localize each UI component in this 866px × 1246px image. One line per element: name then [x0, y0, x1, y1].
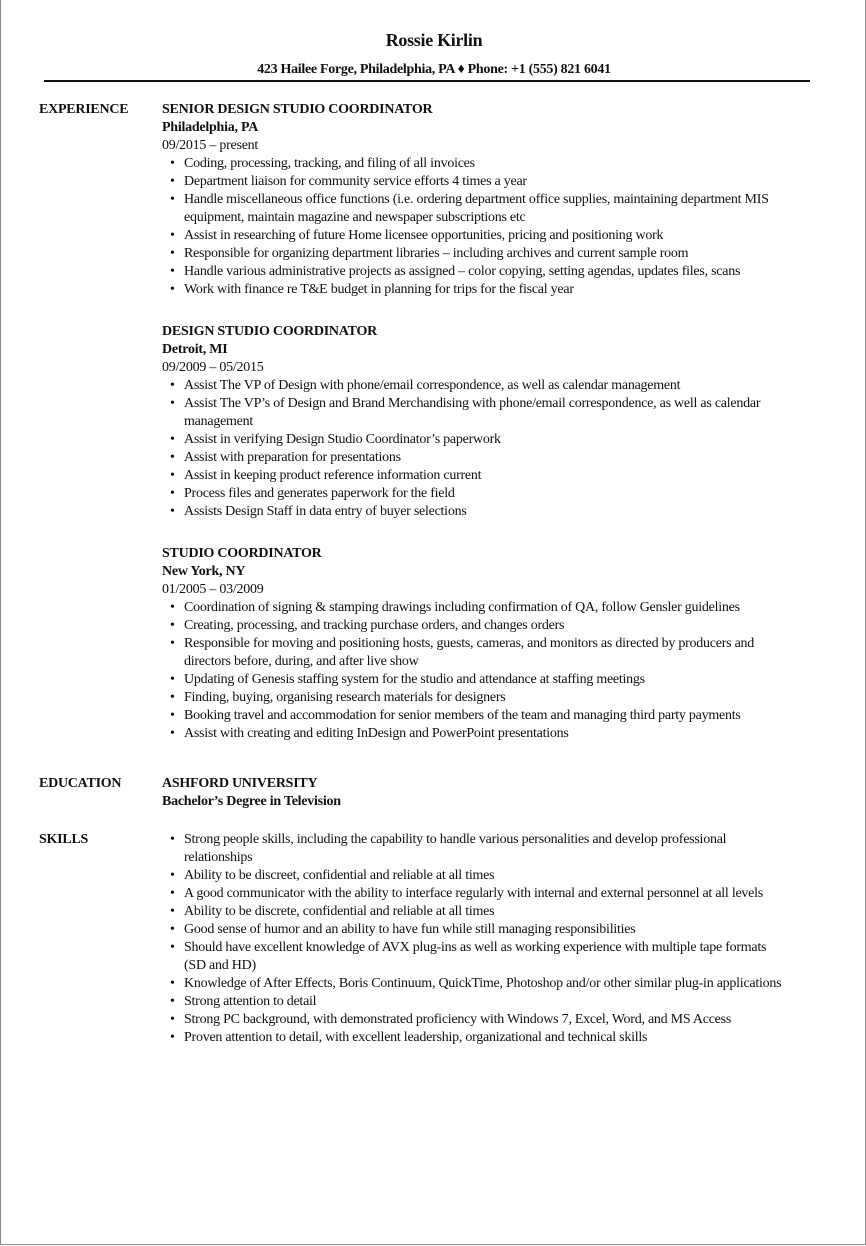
bullet-item: • Assist The VP’s of Design and Brand Merchandising with phone/email correspondence, as well as calendar management	[162, 395, 787, 431]
skill-item: • Ability to be discrete, confidential and reliable at all times	[162, 903, 787, 921]
job-location: New York, NY	[162, 564, 246, 579]
bullet-item: • Assist with preparation for presentations	[162, 449, 787, 467]
bullet-item: • Assist in keeping product reference information current	[162, 467, 787, 485]
job-bullets	[162, 377, 787, 521]
job-location: Philadelphia, PA	[162, 120, 259, 135]
header-divider	[44, 80, 810, 82]
skill-item: • Strong attention to detail	[162, 993, 787, 1011]
job-entry	[162, 545, 866, 743]
skill-item: • Good sense of humor and an ability to have fun while still managing responsibilities	[162, 921, 787, 939]
skill-item: • Strong people skills, including the capability to handle various personalities and develop professional relationships	[162, 831, 787, 867]
candidate-name: Rossie Kirlin	[385, 30, 483, 50]
job-title: DESIGN STUDIO COORDINATOR	[162, 324, 377, 339]
section-label: EXPERIENCE	[39, 102, 129, 117]
skill-item: • Knowledge of After Effects, Boris Continuum, QuickTime, Photoshop and/or other similar plug-in applications	[162, 975, 787, 993]
skills-list	[162, 831, 787, 1047]
job-location: Detroit, MI	[162, 342, 228, 357]
bullet-item: • Responsible for organizing department libraries – including archives and current sample room	[162, 245, 787, 263]
section-label: SKILLS	[39, 832, 89, 847]
bullet-item: • Handle miscellaneous office functions (i.e. ordering department office supplies, maintaining department MIS equipment, maintain magazine and newspaper subscriptions etc	[162, 191, 787, 227]
job-bullets	[162, 599, 787, 743]
bullet-item: • Responsible for moving and positioning hosts, guests, cameras, and monitors as directed by producers and directors before, during, and after live show	[162, 635, 787, 671]
bullet-item: • Coordination of signing & stamping drawings including confirmation of QA, follow Gensler guidelines	[162, 599, 787, 617]
bullet-item: • Assist in verifying Design Studio Coordinator’s paperwork	[162, 431, 787, 449]
bullet-item: • Assists Design Staff in data entry of buyer selections	[162, 503, 787, 521]
job-title: STUDIO COORDINATOR	[162, 546, 322, 561]
job-entry	[162, 101, 866, 299]
job-entry	[162, 323, 866, 521]
skill-item: • Ability to be discreet, confidential and reliable at all times	[162, 867, 787, 885]
skills-section	[1, 831, 866, 1047]
skill-item: • A good communicator with the ability to interface regularly with internal and external personnel at all levels	[162, 885, 787, 903]
job-dates: 09/2009 – 05/2015	[162, 360, 264, 375]
bullet-item: • Updating of Genesis staffing system for the studio and attendance at staffing meetings	[162, 671, 787, 689]
bullet-item: • Handle various administrative projects as assigned – color copying, setting agendas, updates files, scans	[162, 263, 787, 281]
bullet-item: • Creating, processing, and tracking purchase orders, and changes orders	[162, 617, 787, 635]
job-bullets	[162, 155, 787, 299]
school-name: ASHFORD UNIVERSITY	[162, 776, 318, 791]
bullet-item: • Work with finance re T&E budget in planning for trips for the fiscal year	[162, 281, 787, 299]
bullet-item: • Booking travel and accommodation for senior members of the team and managing third party payments	[162, 707, 787, 725]
skill-item: • Should have excellent knowledge of AVX plug-ins as well as working experience with multiple tape formats (SD and HD)	[162, 939, 787, 975]
bullet-item: • Coding, processing, tracking, and filing of all invoices	[162, 155, 787, 173]
contact-line: 423 Hailee Forge, Philadelphia, PA ♦ Phone: +1 (555) 821 6041	[257, 62, 611, 77]
education-section	[1, 775, 866, 811]
job-dates: 09/2015 – present	[162, 138, 259, 153]
job-title: SENIOR DESIGN STUDIO COORDINATOR	[162, 102, 433, 117]
skill-item: • Strong PC background, with demonstrated proficiency with Windows 7, Excel, Word, and MS Access	[162, 1011, 787, 1029]
bullet-item: • Assist with creating and editing InDesign and PowerPoint presentations	[162, 725, 787, 743]
bullet-item: • Assist in researching of future Home licensee opportunities, pricing and positioning work	[162, 227, 787, 245]
skill-item: • Proven attention to detail, with excellent leadership, organizational and technical skills	[162, 1029, 787, 1047]
degree: Bachelor’s Degree in Television	[162, 794, 341, 809]
bullet-item: • Assist The VP of Design with phone/email correspondence, as well as calendar management	[162, 377, 787, 395]
section-label: EDUCATION	[39, 776, 122, 791]
job-dates: 01/2005 – 03/2009	[162, 582, 264, 597]
bullet-item: • Department liaison for community service efforts 4 times a year	[162, 173, 787, 191]
bullet-item: • Process files and generates paperwork for the field	[162, 485, 787, 503]
bullet-item: • Finding, buying, organising research materials for designers	[162, 689, 787, 707]
experience-section	[1, 101, 866, 771]
